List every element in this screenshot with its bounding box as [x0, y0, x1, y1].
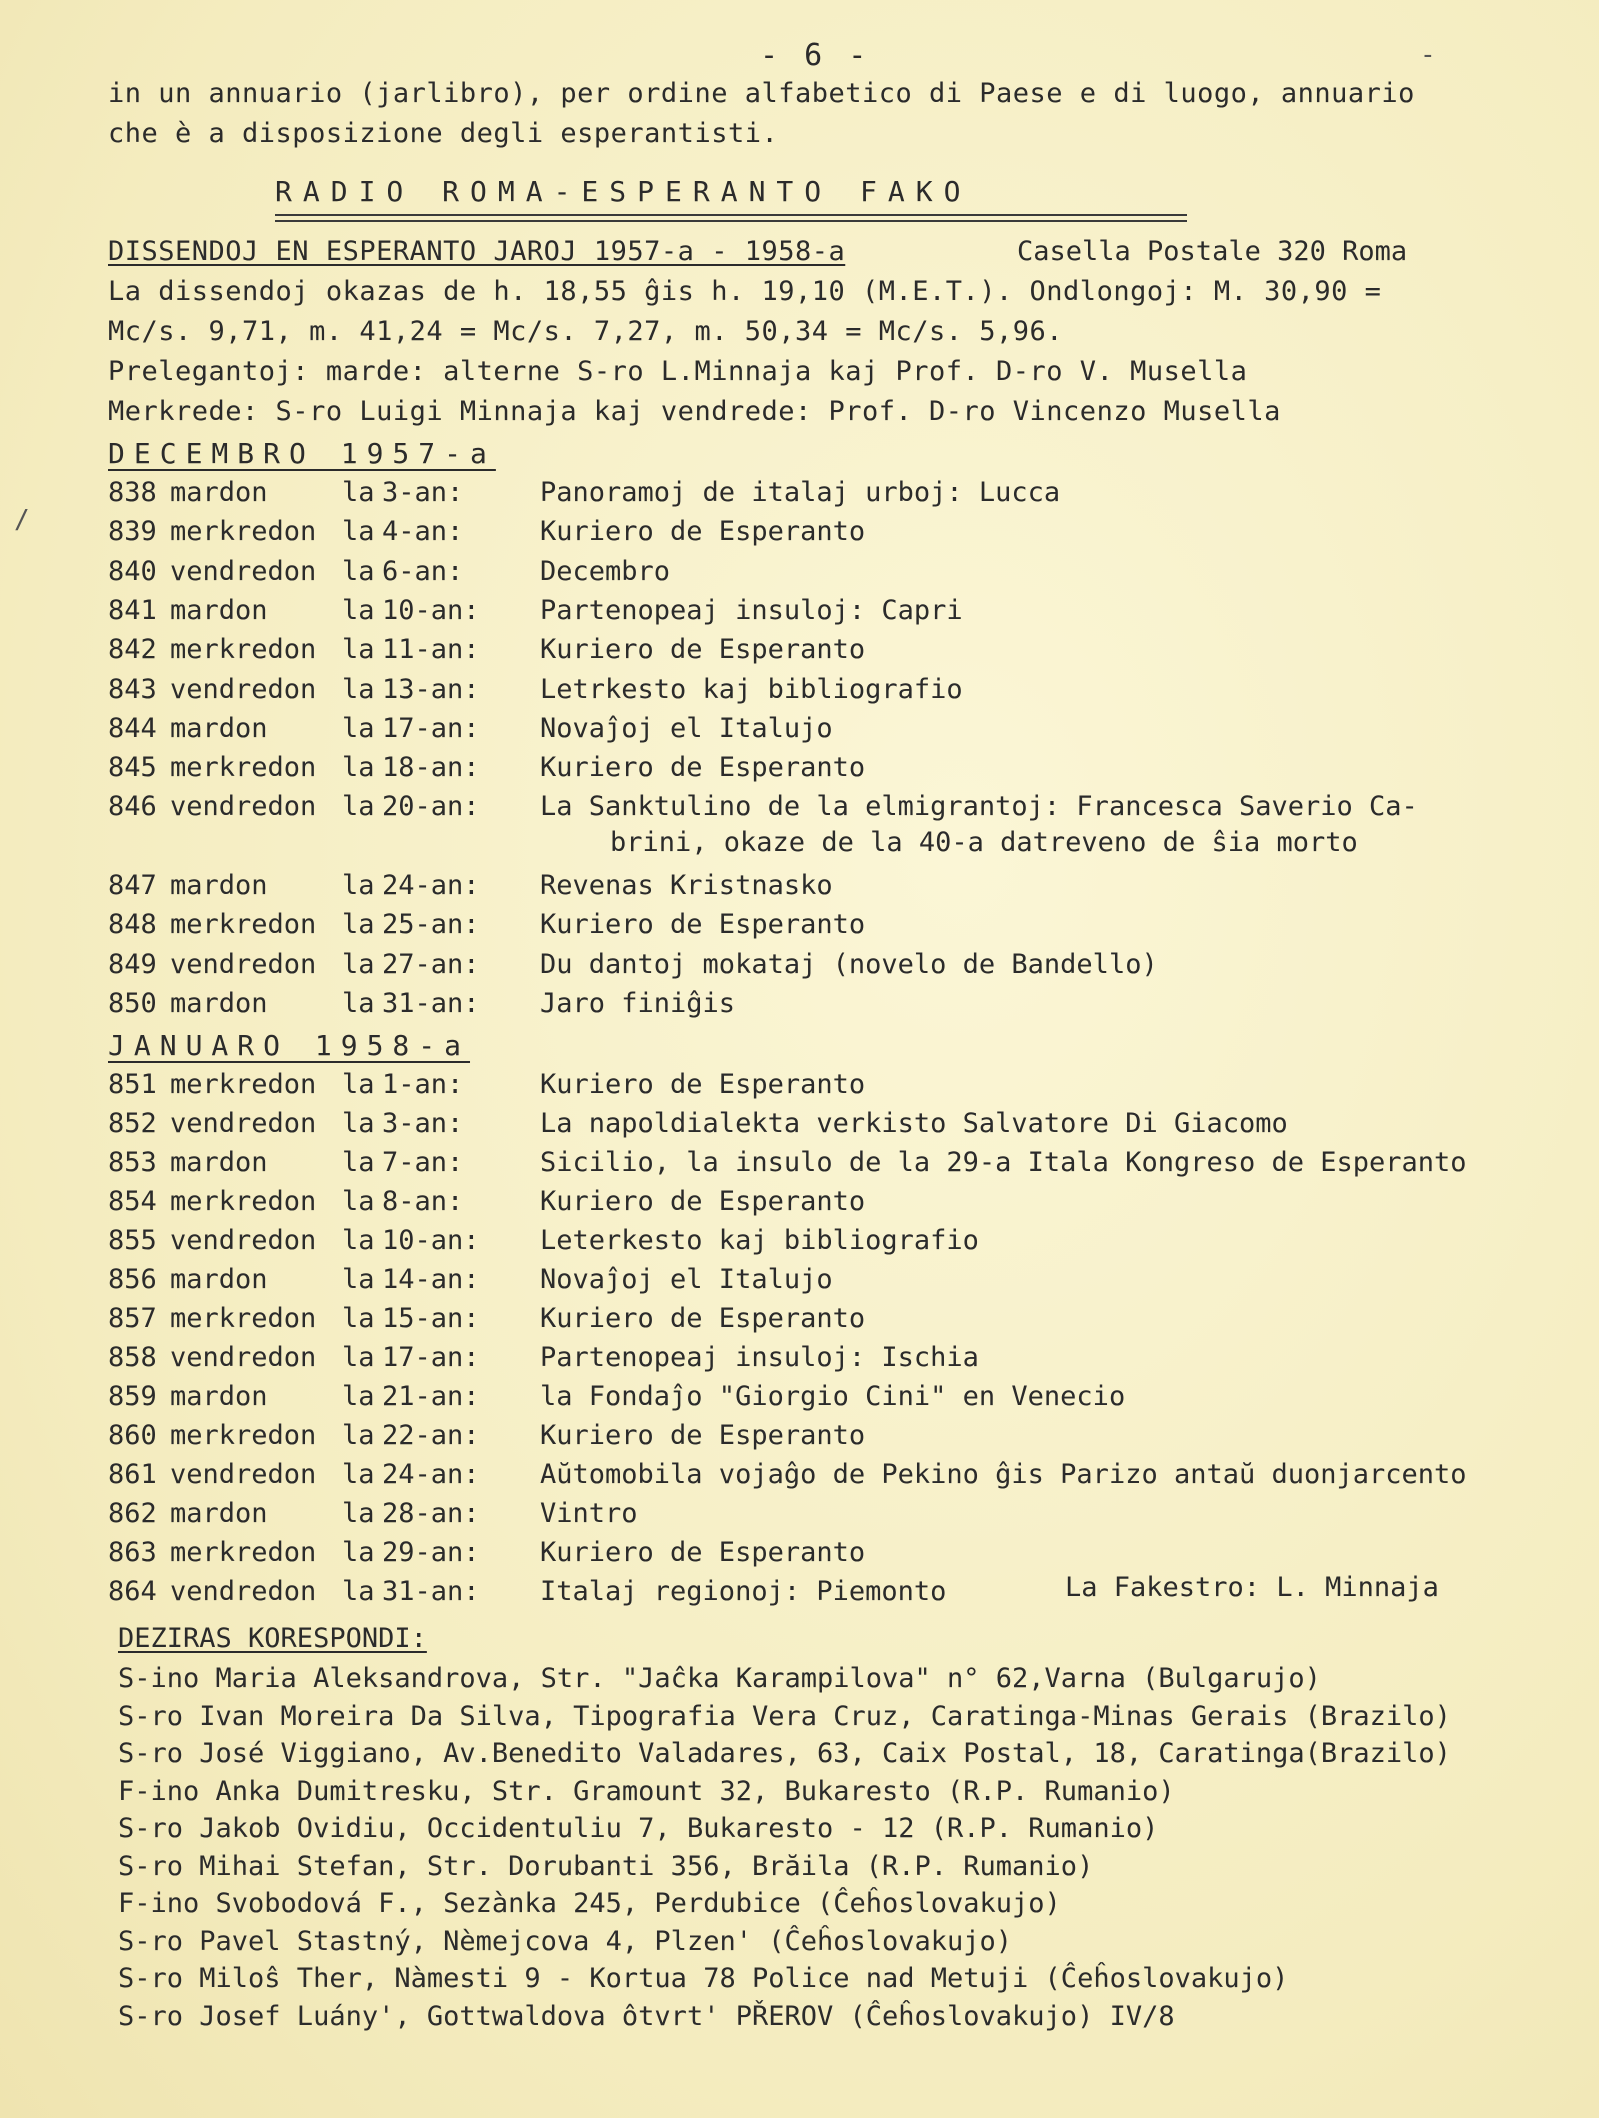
broadcast-topic: Kuriero de Esperanto: [540, 1420, 866, 1451]
broadcast-number: 850: [108, 987, 157, 1019]
day-of-month: 11-an:: [382, 634, 480, 666]
broadcast-number: 859: [108, 1381, 157, 1412]
weekday: merkredon: [170, 1303, 317, 1334]
day-of-month: 25-an:: [382, 909, 480, 941]
weekday: mardon: [170, 987, 268, 1019]
schedule-row: [108, 1420, 865, 1458]
article: la: [342, 791, 375, 823]
intro-line-1: in un annuario (jarlibro), per ordine alfabetico di Paese e di luogo, annuario: [108, 78, 1415, 109]
day-of-month: 3-an:: [382, 1108, 464, 1139]
postal-address: Casella Postale 320 Roma: [1017, 236, 1408, 267]
month-heading-january: JANUARO 1958-a: [108, 1029, 471, 1062]
schedule-row: [108, 1264, 833, 1302]
day-of-month: 13-an:: [382, 673, 480, 705]
weekday: mardon: [170, 712, 268, 744]
article: la: [342, 1186, 375, 1217]
article: la: [342, 1108, 375, 1139]
broadcast-number: 839: [108, 516, 157, 548]
article: la: [342, 752, 375, 784]
weekday: mardon: [170, 594, 268, 626]
article: la: [342, 1381, 375, 1412]
weekday: vendredon: [170, 791, 317, 823]
broadcast-topic: Vintro: [540, 1498, 638, 1529]
schedule-row: [108, 1069, 865, 1107]
section-heading: RADIO ROMA-ESPERANTO FAKO: [275, 175, 972, 208]
weekday: merkredon: [170, 516, 317, 548]
correspondent-entry: S-ro Mihai Stefan, Str. Dorubanti 356, Brăila (R.P. Rumanio): [118, 1850, 1094, 1882]
broadcast-topic: la Fondaĵo "Giorgio Cini" en Venecio: [540, 1381, 1126, 1412]
broadcast-topic: Kuriero de Esperanto: [540, 1069, 866, 1100]
broadcast-number: 838: [108, 477, 157, 508]
schedule-row: [108, 1108, 1288, 1146]
broadcast-topic: Kuriero de Esperanto: [540, 1186, 866, 1217]
article: la: [342, 1264, 375, 1295]
broadcast-number: 862: [108, 1498, 157, 1529]
broadcast-number: 864: [108, 1576, 157, 1607]
correspondent-entry: S-ro Pavel Stastný, Nèmejcova 4, Plzen' (Ĉeĥoslovakujo): [118, 1925, 1013, 1957]
weekday: mardon: [170, 1264, 268, 1295]
day-of-month: 27-an:: [382, 948, 480, 980]
day-of-month: 24-an:: [382, 870, 480, 901]
info-line-3: Prelegantoj: marde: alterne S-ro L.Minnaja kaj Prof. D-ro V. Musella: [108, 356, 1248, 387]
day-of-month: 21-an:: [382, 1381, 480, 1412]
schedule-row: [108, 477, 1060, 515]
day-of-month: 7-an:: [382, 1147, 464, 1178]
schedule-row: [108, 674, 963, 712]
weekday: mardon: [170, 1381, 268, 1412]
article: la: [342, 1537, 375, 1568]
broadcast-number: 863: [108, 1537, 157, 1568]
article: la: [342, 516, 375, 548]
weekday: merkredon: [170, 1537, 317, 1568]
weekday: vendredon: [170, 1576, 317, 1607]
correspondent-entry: S-ro Josef Luány', Gottwaldova ôtvrt' PŘEROV (Ĉeĥoslovakujo) IV/8: [118, 2000, 1175, 2032]
weekday: mardon: [170, 870, 268, 901]
broadcast-topic: Novaĵoj el Italujo: [540, 712, 833, 744]
schedule-row: [108, 556, 670, 594]
day-of-month: 6-an:: [382, 555, 464, 587]
schedule-row: [108, 1381, 1125, 1419]
broadcast-number: 852: [108, 1108, 157, 1139]
broadcast-number: 846: [108, 791, 157, 823]
broadcast-number: 840: [108, 555, 157, 587]
weekday: mardon: [170, 1498, 268, 1529]
broadcast-topic: Decembro: [540, 555, 671, 587]
day-of-month: 31-an:: [382, 1576, 480, 1607]
article: la: [342, 634, 375, 666]
schedule-row: [108, 634, 865, 672]
weekday: vendredon: [170, 1108, 317, 1139]
broadcast-topic: Du dantoj mokataj (novelo de Bandello): [540, 948, 1158, 980]
article: la: [342, 712, 375, 744]
broadcast-topic: Panoramoj de italaj urboj: Lucca: [540, 477, 1061, 508]
day-of-month: 4-an:: [382, 516, 464, 548]
schedule-row: [108, 752, 865, 790]
day-of-month: 15-an:: [382, 1303, 480, 1334]
info-line-1: La dissendoj okazas de h. 18,55 ĝis h. 19,10 (M.E.T.). Ondlongoj: M. 30,90 =: [108, 276, 1382, 307]
broadcast-number: 857: [108, 1303, 157, 1334]
correspondent-entry: F-ino Svobodová F., Sezànka 245, Perdubice (Ĉeĥoslovakujo): [118, 1888, 1061, 1919]
schedule-continuation: brini, okaze de la 40-a datreveno de ŝia morto: [610, 827, 1358, 858]
weekday: vendredon: [170, 1459, 317, 1490]
schedule-row: [108, 988, 735, 1026]
schedule-row: [108, 1303, 865, 1341]
schedule-row: [108, 1576, 946, 1614]
day-of-month: 17-an:: [382, 712, 480, 744]
broadcast-number: 847: [108, 870, 157, 901]
schedule-row: [108, 870, 833, 908]
correspondent-entry: S-ro Ivan Moreira Da Silva, Tipografia Vera Cruz, Caratinga-Minas Gerais (Brazilo): [118, 1700, 1451, 1732]
weekday: merkredon: [170, 634, 317, 666]
article: la: [342, 555, 375, 587]
article: la: [342, 1225, 375, 1256]
day-of-month: 28-an:: [382, 1498, 480, 1529]
page-number: - 6 -: [760, 38, 871, 73]
article: la: [342, 870, 375, 901]
schedule-row: [108, 1186, 865, 1224]
broadcast-topic: Partenopeaj insuloj: Ischia: [540, 1342, 979, 1373]
broadcast-topic: Kuriero de Esperanto: [540, 1303, 866, 1334]
schedule-row: [108, 713, 833, 751]
article: la: [342, 1576, 375, 1607]
broadcast-topic: Kuriero de Esperanto: [540, 1537, 866, 1568]
month-heading-december: DECEMBRO 1957-a: [108, 437, 496, 470]
day-of-month: 10-an:: [382, 594, 480, 626]
day-of-month: 3-an:: [382, 477, 464, 508]
broadcast-number: 858: [108, 1342, 157, 1373]
article: la: [342, 909, 375, 941]
info-line-2: Mc/s. 9,71, m. 41,24 = Mc/s. 7,27, m. 50,34 = Mc/s. 5,96.: [108, 316, 1064, 347]
schedule-row: [108, 1147, 1467, 1185]
day-of-month: 18-an:: [382, 752, 480, 784]
weekday: vendredon: [170, 673, 317, 705]
weekday: merkredon: [170, 1420, 317, 1451]
heading-rule: [275, 214, 1187, 216]
broadcast-title: DISSENDOJ EN ESPERANTO JAROJ 1957-a - 1958-a: [108, 236, 846, 267]
article: la: [342, 673, 375, 705]
info-line-4: Merkrede: S-ro Luigi Minnaja kaj vendrede: Prof. D-ro Vincenzo Musella: [108, 396, 1281, 427]
article: la: [342, 594, 375, 626]
margin-mark: -: [1420, 40, 1436, 70]
broadcast-topic: Kuriero de Esperanto: [540, 909, 866, 941]
broadcast-topic: Kuriero de Esperanto: [540, 516, 866, 548]
day-of-month: 8-an:: [382, 1186, 464, 1217]
broadcast-number: 853: [108, 1147, 157, 1178]
broadcast-number: 841: [108, 594, 157, 626]
article: la: [342, 987, 375, 1019]
correspondents-title: DEZIRAS KORESPONDI:: [118, 1623, 427, 1654]
broadcast-topic: Jaro finiĝis: [540, 987, 736, 1019]
article: la: [342, 1342, 375, 1373]
broadcast-topic: Kuriero de Esperanto: [540, 634, 866, 666]
broadcast-topic: Novaĵoj el Italujo: [540, 1264, 833, 1295]
schedule-row: [108, 1342, 979, 1380]
weekday: vendredon: [170, 555, 317, 587]
day-of-month: 20-an:: [382, 791, 480, 823]
broadcast-number: 861: [108, 1459, 157, 1490]
broadcast-number: 856: [108, 1264, 157, 1295]
day-of-month: 31-an:: [382, 987, 480, 1019]
weekday: vendredon: [170, 1225, 317, 1256]
weekday: mardon: [170, 477, 268, 508]
broadcast-number: 844: [108, 712, 157, 744]
schedule-row: [108, 1537, 865, 1575]
article: la: [342, 1147, 375, 1178]
day-of-month: 22-an:: [382, 1420, 480, 1451]
day-of-month: 1-an:: [382, 1069, 464, 1100]
broadcast-topic: Leterkesto kaj bibliografio: [540, 1225, 979, 1256]
broadcast-topic: Revenas Kristnasko: [540, 870, 833, 901]
broadcast-topic: Letrkesto kaj bibliografio: [540, 673, 963, 705]
intro-line-2: che è a disposizione degli esperantisti.: [108, 118, 779, 149]
day-of-month: 29-an:: [382, 1537, 480, 1568]
correspondent-entry: S-ro Miloŝ Ther, Nàmesti 9 - Kortua 78 Police nad Metuji (Ĉeĥoslovakujo): [118, 1963, 1289, 1994]
schedule-row: [108, 909, 865, 947]
broadcast-topic: Kuriero de Esperanto: [540, 752, 866, 784]
correspondent-entry: S-ro José Viggiano, Av.Benedito Valadares, 63, Caix Postal, 18, Caratinga(Brazilo): [118, 1738, 1451, 1769]
weekday: mardon: [170, 1147, 268, 1178]
schedule-row: [108, 1498, 638, 1536]
broadcast-number: 855: [108, 1225, 157, 1256]
day-of-month: 17-an:: [382, 1342, 480, 1373]
schedule-row: [108, 1225, 979, 1263]
weekday: merkredon: [170, 752, 317, 784]
correspondent-entry: S-ino Maria Aleksandrova, Str. "Jaĉka Karampilova" n° 62,Varna (Bulgarujo): [118, 1663, 1321, 1694]
article: la: [342, 1420, 375, 1451]
correspondent-entry: S-ro Jakob Ovidiu, Occidentuliu 7, Bukaresto - 12 (R.P. Rumanio): [118, 1813, 1159, 1844]
weekday: merkredon: [170, 1186, 317, 1217]
broadcast-number: 845: [108, 752, 157, 784]
broadcast-number: 843: [108, 673, 157, 705]
broadcast-topic: La napoldialekta verkisto Salvatore Di Giacomo: [540, 1108, 1288, 1139]
department-head: La Fakestro: L. Minnaja: [1065, 1572, 1439, 1603]
day-of-month: 10-an:: [382, 1225, 480, 1256]
broadcast-number: 860: [108, 1420, 157, 1451]
correspondent-entry: F-ino Anka Dumitresku, Str. Gramount 32, Bukaresto (R.P. Rumanio): [118, 1775, 1175, 1807]
broadcast-topic: Partenopeaj insuloj: Capri: [540, 594, 963, 626]
broadcast-topic: La Sanktulino de la elmigrantoj: Francesca Saverio Ca-: [540, 791, 1418, 823]
article: la: [342, 477, 375, 508]
article: la: [342, 1498, 375, 1529]
broadcast-number: 848: [108, 909, 157, 941]
schedule-row: [108, 949, 1158, 987]
article: la: [342, 948, 375, 980]
broadcast-topic: Sicilio, la insulo de la 29-a Itala Kongreso de Esperanto: [540, 1147, 1467, 1178]
weekday: vendredon: [170, 1342, 317, 1373]
day-of-month: 14-an:: [382, 1264, 480, 1295]
article: la: [342, 1303, 375, 1334]
broadcast-number: 842: [108, 634, 157, 666]
schedule-row: [108, 595, 963, 633]
broadcast-number: 854: [108, 1186, 157, 1217]
schedule-row: [108, 1459, 1467, 1497]
article: la: [342, 1069, 375, 1100]
schedule-row: [108, 516, 865, 554]
margin-mark: /: [14, 505, 30, 535]
weekday: merkredon: [170, 1069, 317, 1100]
day-of-month: 24-an:: [382, 1459, 480, 1490]
weekday: vendredon: [170, 948, 317, 980]
article: la: [342, 1459, 375, 1490]
broadcast-number: 849: [108, 948, 157, 980]
heading-rule: [275, 220, 1187, 222]
broadcast-topic: Italaj regionoj: Piemonto: [540, 1576, 947, 1607]
weekday: merkredon: [170, 909, 317, 941]
schedule-row: [108, 791, 1418, 829]
broadcast-number: 851: [108, 1069, 157, 1100]
broadcast-topic: Aŭtomobila vojaĝo de Pekino ĝis Parizo antaŭ duonjarcento: [540, 1459, 1467, 1490]
